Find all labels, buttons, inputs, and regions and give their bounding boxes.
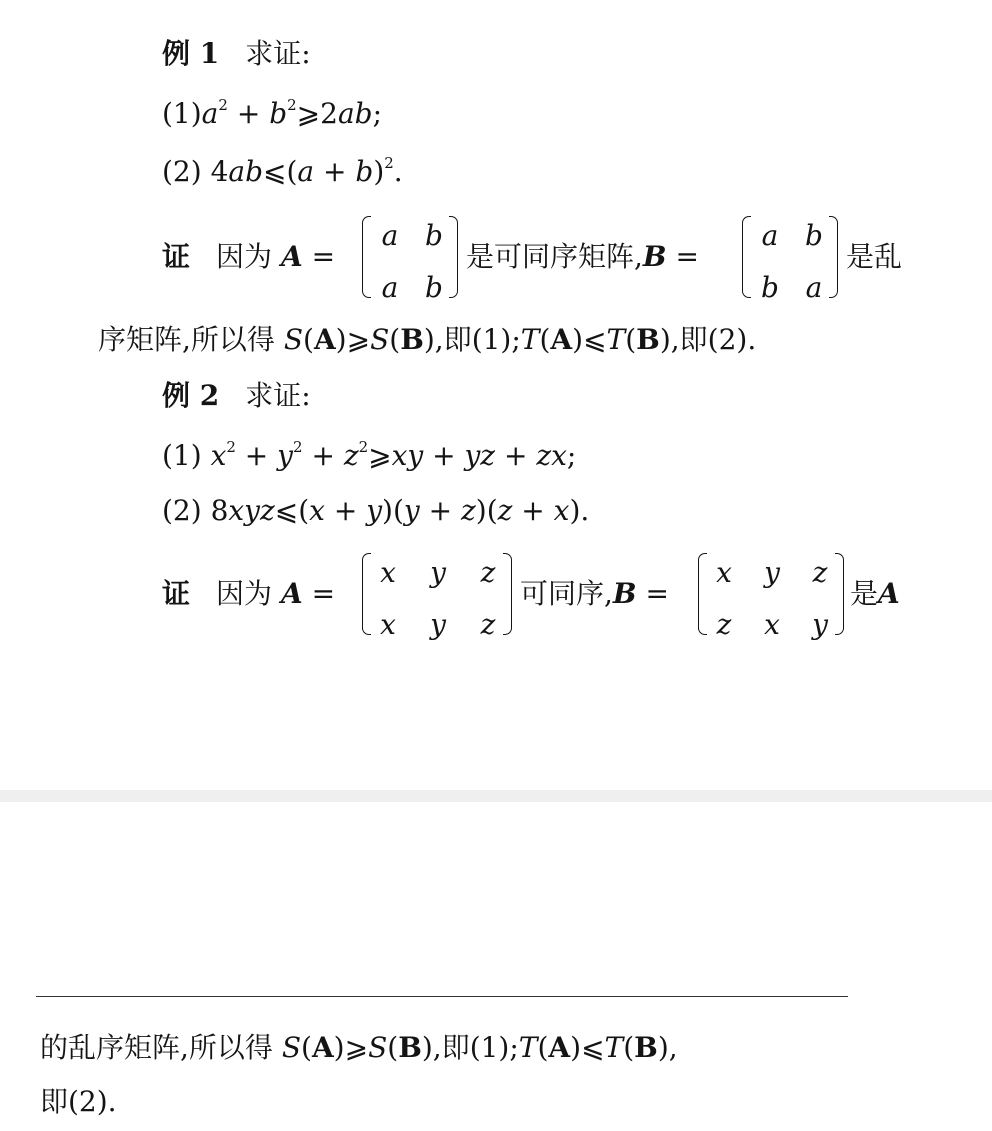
example1-heading [162,37,311,70]
matrix-A-example2: x y z x y z [362,553,512,637]
example1-item1: $(1)a^2$ + $b^2⩾2ab$; [162,96,383,130]
example2-heading [162,379,311,412]
example1-proof-conclusion: 序矩阵,所以得 S(A)⩾S(B),即(1);T(A)⩽T(B),即(2). [98,323,757,356]
example2-proof-lead: 证 因为 A = [162,577,336,610]
matrix-A-example1: a b a b [362,216,458,300]
example2-proof-mid: 可同序,B = [520,577,669,610]
matrix-B-example2: x y z z x y [698,553,844,637]
example2-item1: (1) $x^2 + y^2$ + $z^2⩾xy$ + yz + zx; [162,438,577,472]
document-page-bottom [0,802,992,1131]
continuation-line2: 即(2). [40,1085,117,1118]
example2-item2: (2) 8xyz⩽(x + y)(y + z)(z + x). [162,494,590,527]
example1-prompt: 求证: [245,37,311,70]
example2-proof-tail: 是A [850,577,900,610]
example1-item2: (2) 4ab⩽(a + b)$^2$. [162,154,403,188]
example1-proof-lead: 证 因为 A = [162,240,336,273]
example1-proof-tail: 是乱 [846,240,903,273]
example2-prompt: 求证: [245,379,311,412]
proof-label: 证 [162,577,191,610]
example1-label: 例 1 [162,37,220,70]
example1-proof-mid: 是可同序矩阵,B = [466,240,699,273]
example2-label: 例 2 [162,379,220,412]
continuation-line1: 的乱序矩阵,所以得 S(A)⩾S(B),即(1);T(A)⩽T(B), [40,1031,678,1064]
proof-label: 证 [162,240,191,273]
matrix-B-example1: a b b a [742,216,838,300]
page-separator [0,790,992,802]
page-break-rule [36,996,848,997]
